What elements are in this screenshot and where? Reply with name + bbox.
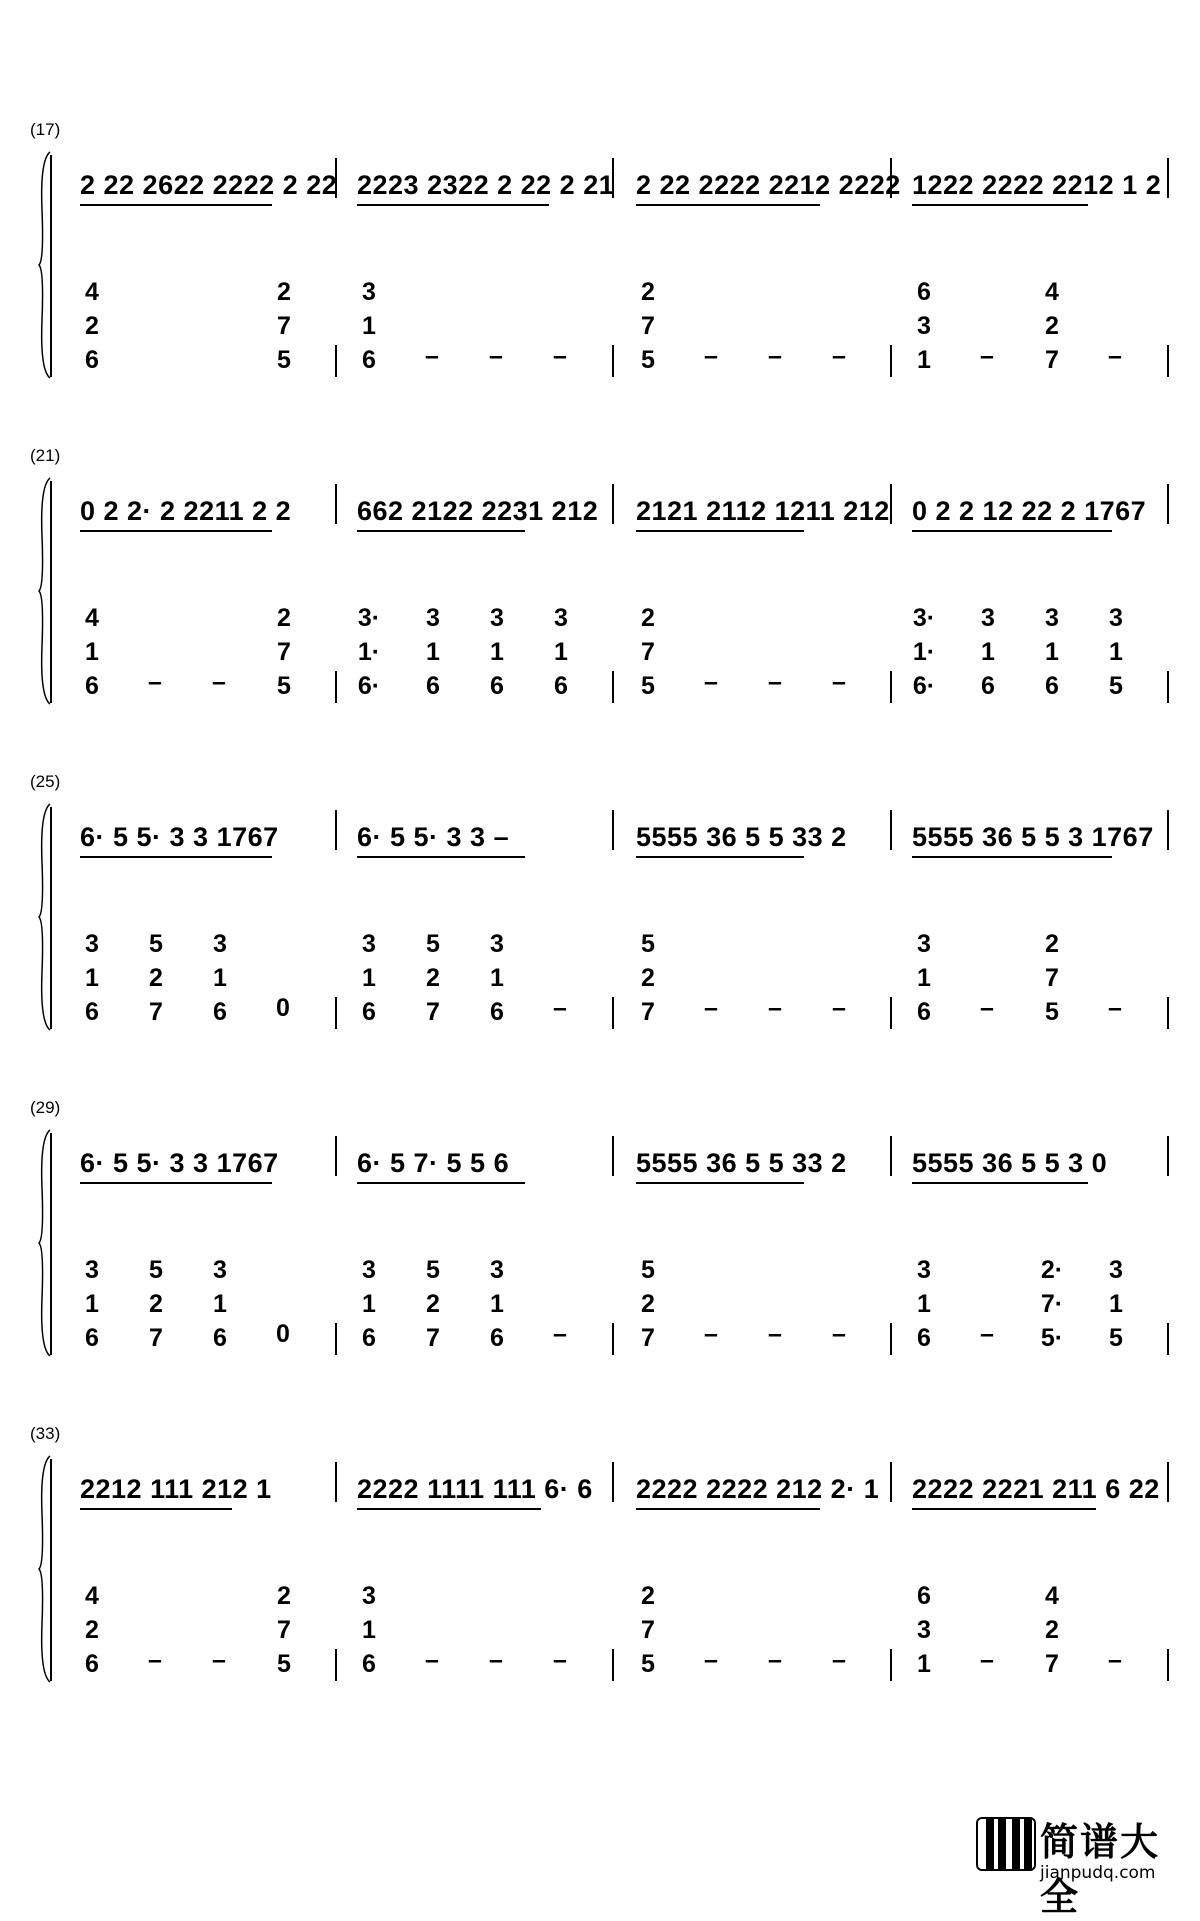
- chord: 3 1 6: [362, 1256, 376, 1352]
- chord: 4 2 6: [85, 1582, 99, 1678]
- chord: 3 1 6: [490, 930, 504, 1026]
- chord: 5 2 7: [149, 1256, 163, 1352]
- chord: 3 1 6: [213, 930, 227, 1026]
- measure-barline: [612, 1136, 614, 1176]
- beam-line: [636, 1508, 820, 1510]
- measure-barline: [890, 1462, 892, 1502]
- beam-line: [357, 856, 525, 858]
- chord: 3 1 6: [85, 930, 99, 1026]
- sustain-dash: –: [768, 1646, 782, 1674]
- measure-barline: [1167, 671, 1169, 703]
- score-system: [0, 120, 1200, 400]
- measure-barline: [335, 1323, 337, 1355]
- site-logo: [976, 1811, 1186, 1919]
- beam-line: [912, 204, 1088, 206]
- beam-line: [912, 856, 1112, 858]
- melody-measure: 2212 111 212 1: [80, 1474, 272, 1504]
- chord: 3 1 6: [362, 1582, 376, 1678]
- beam-line: [357, 1182, 525, 1184]
- measure-barline: [612, 997, 614, 1029]
- beam-line: [80, 1508, 232, 1510]
- sustain-dash: –: [768, 1320, 782, 1348]
- chord: 3 1 6: [981, 604, 995, 700]
- chord: 4 2 6: [85, 278, 99, 374]
- sustain-dash: –: [832, 994, 846, 1022]
- measure-barline: [1167, 1136, 1169, 1176]
- measure-barline: [335, 810, 337, 850]
- chord: 5 2 7: [426, 1256, 440, 1352]
- sustain-dash: –: [489, 342, 503, 370]
- chord: 2 7 5: [641, 1582, 655, 1678]
- beam-line: [80, 1182, 272, 1184]
- measure-barline: [335, 345, 337, 377]
- measure-barline: [335, 1649, 337, 1681]
- beam-line: [357, 204, 549, 206]
- measure-number: (21): [30, 446, 61, 465]
- beam-line: [636, 530, 804, 532]
- sustain-dash: –: [832, 342, 846, 370]
- measure-barline: [890, 997, 892, 1029]
- sustain-dash: –: [425, 342, 439, 370]
- score-system: [0, 1098, 1200, 1378]
- chord: 5 2 7: [641, 1256, 655, 1352]
- measure-barline: [612, 1649, 614, 1681]
- melody-measure: 2121 2112 1211 212: [636, 496, 890, 526]
- melody-measure: 6· 5 7· 5 5 6: [357, 1148, 510, 1178]
- measure-barline: [1167, 158, 1169, 198]
- melody-measure: 6· 5 5· 3 3 1767: [80, 1148, 279, 1178]
- chord: 3 1 6: [362, 278, 376, 374]
- measure-number: (17): [30, 120, 61, 139]
- sustain-dash: –: [1108, 342, 1122, 370]
- chord: 3 1 6: [917, 1256, 931, 1352]
- sustain-dash: –: [768, 994, 782, 1022]
- measure-barline: [612, 1462, 614, 1502]
- sustain-dash: –: [212, 668, 226, 696]
- sustain-dash: –: [832, 1646, 846, 1674]
- measure-number: (29): [30, 1098, 61, 1117]
- sustain-dash: –: [425, 1646, 439, 1674]
- logo-title: 简谱大全: [1040, 1820, 1161, 1919]
- sustain-dash: –: [553, 342, 567, 370]
- chord: 3 1 6: [213, 1256, 227, 1352]
- measure-barline: [1167, 1462, 1169, 1502]
- measure-barline: [612, 810, 614, 850]
- sustain-dash: –: [768, 342, 782, 370]
- melody-measure: 2 22 2222 2212 2222: [636, 170, 901, 200]
- sustain-dash: –: [489, 1646, 503, 1674]
- sustain-dash: –: [704, 994, 718, 1022]
- beam-line: [636, 204, 820, 206]
- melody-measure: 2222 2222 212 2· 1: [636, 1474, 880, 1504]
- melody-measure: 5555 36 5 5 33 2: [636, 822, 847, 852]
- melody-measure: 2223 2322 2 22 2 21: [357, 170, 615, 200]
- chord: 2 7 5: [641, 278, 655, 374]
- measure-barline: [1167, 484, 1169, 524]
- chord: 2 7 5: [1045, 930, 1059, 1026]
- chord: 3 1 6: [490, 1256, 504, 1352]
- beam-line: [912, 530, 1112, 532]
- beam-line: [80, 204, 272, 206]
- sustain-dash: –: [980, 994, 994, 1022]
- score-system: [0, 1424, 1200, 1704]
- measure-barline: [890, 1323, 892, 1355]
- measure-barline: [335, 671, 337, 703]
- measure-barline: [612, 484, 614, 524]
- melody-measure: 2222 1111 111 6· 6: [357, 1474, 593, 1504]
- chord: 4 2 7: [1045, 1582, 1059, 1678]
- sustain-dash: –: [980, 1646, 994, 1674]
- system-barline: [50, 481, 52, 703]
- sustain-dash: –: [148, 668, 162, 696]
- measure-barline: [335, 484, 337, 524]
- sustain-dash: –: [553, 1646, 567, 1674]
- chord: 2· 7· 5·: [1040, 1256, 1064, 1352]
- chord: 6 3 1: [917, 1582, 931, 1678]
- melody-measure: 0 2 2 12 22 2 1767: [912, 496, 1147, 526]
- measure-barline: [1167, 1323, 1169, 1355]
- chord: 5 2 7: [426, 930, 440, 1026]
- sustain-dash: –: [553, 1320, 567, 1348]
- melody-measure: 1222 2222 2212 1 2: [912, 170, 1162, 200]
- measure-barline: [612, 1323, 614, 1355]
- chord: 2 7 5: [277, 278, 291, 374]
- chord: 4 2 7: [1045, 278, 1059, 374]
- chord: 5 2 7: [641, 930, 655, 1026]
- logo-url: jianpudq.com: [1040, 1863, 1156, 1883]
- score-system: [0, 446, 1200, 726]
- chord: 3 1 6: [554, 604, 568, 700]
- rest: 0: [276, 1320, 290, 1348]
- beam-line: [636, 1182, 804, 1184]
- chord: 3 1 6: [490, 604, 504, 700]
- melody-measure: 5555 36 5 5 3 0: [912, 1148, 1108, 1178]
- beam-line: [357, 1508, 541, 1510]
- chord: 3· 1· 6·: [357, 604, 381, 700]
- sustain-dash: –: [553, 994, 567, 1022]
- measure-barline: [1167, 997, 1169, 1029]
- chord: 2 7 5: [277, 1582, 291, 1678]
- piano-keys-icon: [976, 1817, 1036, 1871]
- beam-line: [80, 530, 272, 532]
- melody-measure: 6· 5 5· 3 3 1767: [80, 822, 279, 852]
- sustain-dash: –: [212, 1646, 226, 1674]
- chord: 3 1 5: [1109, 1256, 1123, 1352]
- chord: 2 7 5: [277, 604, 291, 700]
- sustain-dash: –: [704, 668, 718, 696]
- system-barline: [50, 1459, 52, 1681]
- chord: 5 2 7: [149, 930, 163, 1026]
- beam-line: [80, 856, 272, 858]
- chord: 3 1 6: [1045, 604, 1059, 700]
- chord: 3 1 6: [426, 604, 440, 700]
- chord: 6 3 1: [917, 278, 931, 374]
- melody-measure: 0 2 2· 2 2211 2 2: [80, 496, 292, 526]
- system-barline: [50, 155, 52, 377]
- melody-measure: 2 22 2622 2222 2 22: [80, 170, 338, 200]
- measure-barline: [335, 1136, 337, 1176]
- chord: 3 1 6: [917, 930, 931, 1026]
- sustain-dash: –: [980, 1320, 994, 1348]
- system-barline: [50, 807, 52, 1029]
- sustain-dash: –: [832, 1320, 846, 1348]
- measure-barline: [890, 1649, 892, 1681]
- melody-measure: 2222 2221 211 6 22: [912, 1474, 1160, 1504]
- melody-measure: 5555 36 5 5 3 1767: [912, 822, 1154, 852]
- measure-barline: [335, 997, 337, 1029]
- melody-measure: 5555 36 5 5 33 2: [636, 1148, 847, 1178]
- measure-barline: [890, 1136, 892, 1176]
- chord: 3 1 5: [1109, 604, 1123, 700]
- measure-barline: [612, 671, 614, 703]
- score-system: [0, 772, 1200, 1052]
- sustain-dash: –: [704, 342, 718, 370]
- measure-barline: [1167, 810, 1169, 850]
- sustain-dash: –: [1108, 1646, 1122, 1674]
- melody-measure: 662 2122 2231 212: [357, 496, 599, 526]
- chord: 4 1 6: [85, 604, 99, 700]
- sustain-dash: –: [832, 668, 846, 696]
- measure-barline: [1167, 1649, 1169, 1681]
- chord: 3 1 6: [85, 1256, 99, 1352]
- measure-barline: [890, 345, 892, 377]
- sustain-dash: –: [704, 1320, 718, 1348]
- beam-line: [912, 1508, 1096, 1510]
- sustain-dash: –: [148, 1646, 162, 1674]
- measure-barline: [1167, 345, 1169, 377]
- melody-measure: 6· 5 5· 3 3 –: [357, 822, 510, 852]
- measure-barline: [890, 671, 892, 703]
- chord: 3 1 6: [362, 930, 376, 1026]
- measure-barline: [612, 345, 614, 377]
- system-barline: [50, 1133, 52, 1355]
- chord: 3· 1· 6·: [912, 604, 936, 700]
- sustain-dash: –: [704, 1646, 718, 1674]
- rest: 0: [276, 994, 290, 1022]
- sustain-dash: –: [768, 668, 782, 696]
- chord: 2 7 5: [641, 604, 655, 700]
- sustain-dash: –: [980, 342, 994, 370]
- measure-number: (25): [30, 772, 61, 791]
- sustain-dash: –: [1108, 994, 1122, 1022]
- measure-barline: [890, 810, 892, 850]
- beam-line: [912, 1182, 1088, 1184]
- measure-number: (33): [30, 1424, 61, 1443]
- measure-barline: [890, 484, 892, 524]
- beam-line: [357, 530, 525, 532]
- beam-line: [636, 856, 804, 858]
- measure-barline: [335, 1462, 337, 1502]
